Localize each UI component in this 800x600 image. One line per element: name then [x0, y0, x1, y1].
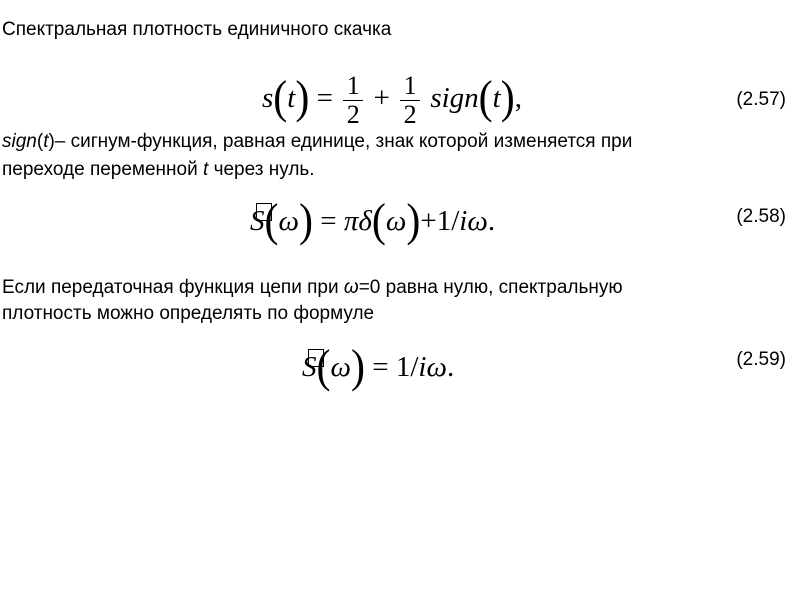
eq3-S-hat: S [302, 353, 317, 382]
paragraph-2-line-1: Если передаточная функция цепи при ω=0 равна нулю, спектральную [2, 277, 623, 298]
eq1-t2: t [492, 82, 501, 115]
eq1-sign: sign [430, 82, 479, 115]
equation-number-2-57: (2.57) [736, 89, 786, 110]
equation-2-58: S(ω) = πδ(ω)+1/iω. [250, 195, 496, 247]
equation-number-2-58: (2.58) [736, 206, 786, 227]
paragraph-1-line-1: sign(t)– сигнум-функция, равная единице, знак которой изменяется при [2, 131, 633, 152]
eq1-num2: 1 [403, 71, 417, 100]
eq1-equals: = [316, 82, 333, 115]
equation-2-57: s(t) = $\frac{1}{2}$ + $\frac{1}{2}$ sign(t), [262, 71, 522, 129]
eq2-S-hat: S [250, 207, 265, 236]
eq1-t: t [287, 82, 296, 115]
para1-rest: )– сигнум-функция, равная единице, знак которой изменяется при [48, 131, 633, 152]
paragraph-1-line-2: переходе переменной t через нуль. [2, 159, 315, 180]
eq1-fraction-2 [400, 72, 420, 129]
eq1-comma: , [514, 82, 522, 115]
heading: Спектральная плотность единичного скачка [2, 19, 392, 40]
equation-2-59: S(ω) = 1/iω. [302, 341, 455, 393]
paragraph-2-line-2: плотность можно определять по формуле [2, 303, 375, 324]
eq1-num1: 1 [346, 71, 360, 100]
eq1-den2: 2 [403, 100, 417, 129]
para1-t: t [43, 131, 49, 152]
eq1-plus: + [373, 82, 390, 115]
sign-word: sign [2, 131, 37, 152]
eq1-den1: 2 [346, 100, 360, 129]
equation-number-2-59: (2.59) [736, 349, 786, 370]
eq1-fraction-1 [343, 72, 363, 129]
eq1-s: s [262, 82, 274, 115]
